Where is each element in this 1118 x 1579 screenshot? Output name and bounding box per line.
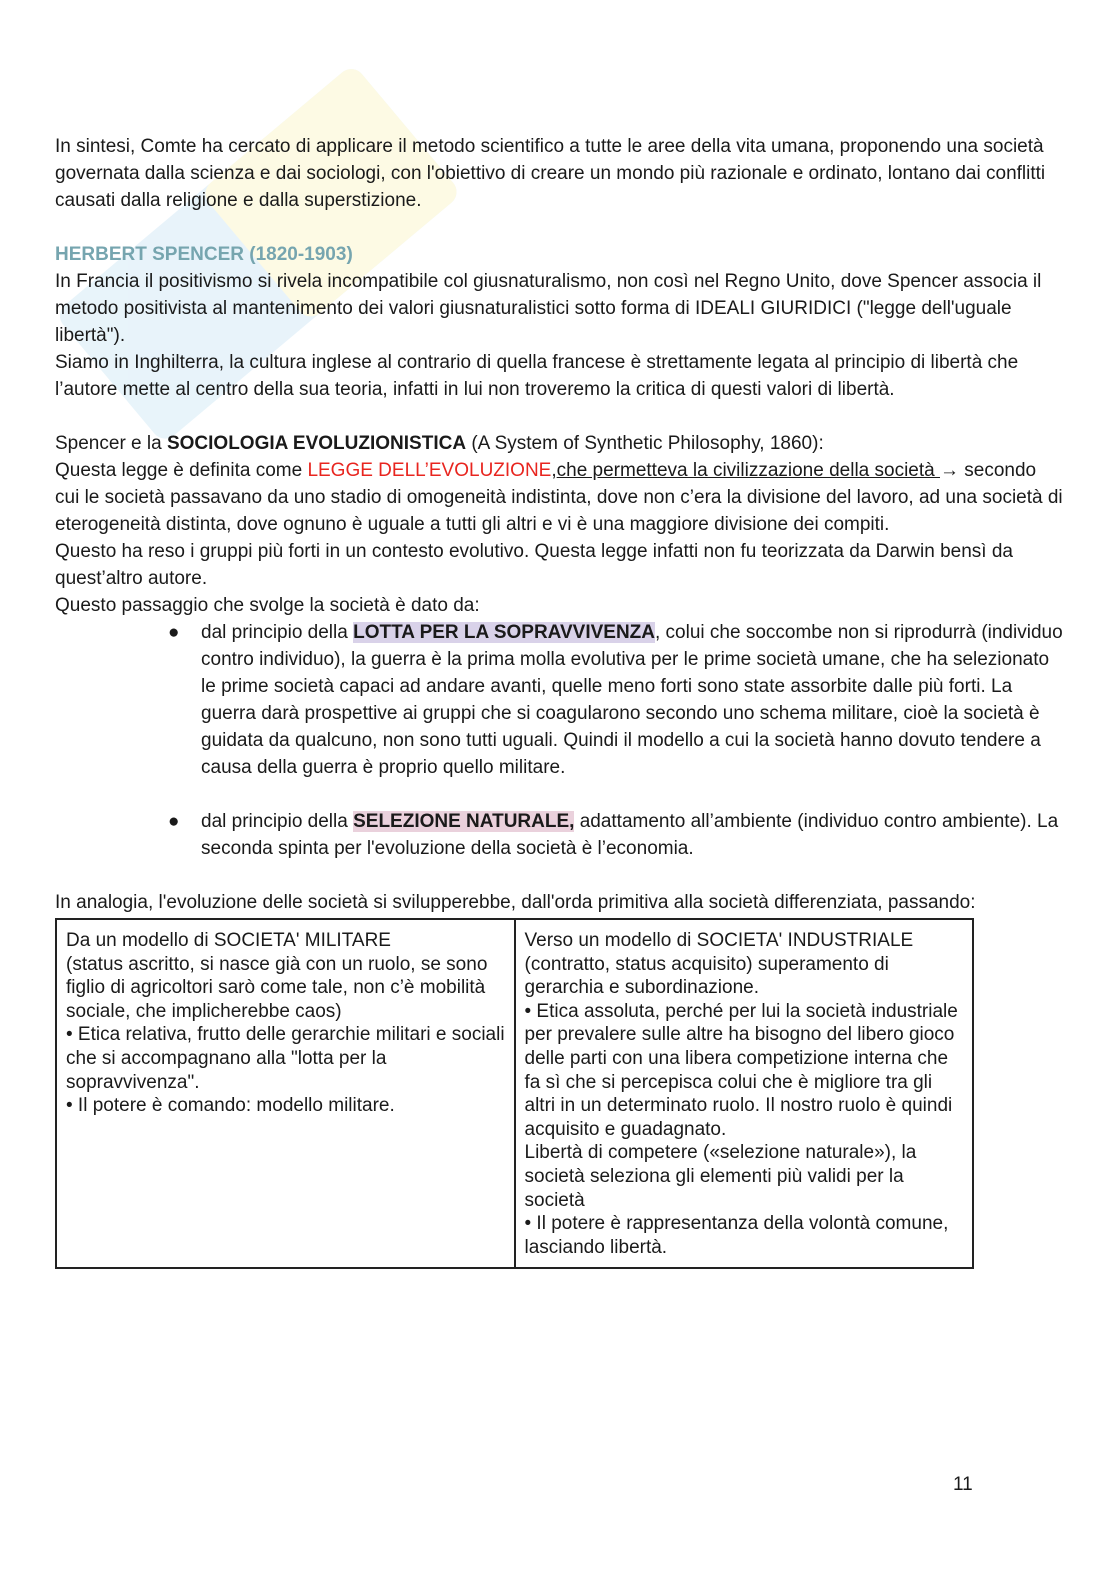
list-item: ● dal principio della SELEZIONE NATURALE, adattamento all’ambiente (individuo contro ambiente). La seconda spinta per l'evoluzione della società è l’economia. [168, 811, 1059, 859]
principles-list [55, 619, 1065, 862]
evolution-note: Questo ha reso i gruppi più forti in un contesto evolutivo. Questa legge infatti non fu teorizzata da Darwin bensì da quest’altro autore. [55, 541, 1013, 589]
comparison-table [55, 918, 974, 1269]
cell-text: Verso un modello di SOCIETA' INDUSTRIALE (contratto, status acquisito) superamento di gerarchia e subordinazione. • Etica assoluta, perché per lui la società industriale per prevalere sulle altre ha bisogno del libero gioco delle parti con una libera competizione interna che fa sì che si percepisca colui che è migliore tra gli altri in un determinato ruolo. Il nostro ruolo è quindi acquisito e guadagnato. Libertà di competere («selezione naturale»), la società seleziona gli elementi più validi per la società • Il potere è rappresentanza della volontà comune, lasciando libertà. [524, 930, 958, 1258]
cell-text: Da un modello di SOCIETA' MILITARE (status ascritto, si nasce già con un ruolo, se sono figlio di agricoltori sarò come tale, non c’è mobilità sociale, che implicherebbe caos) • Etica relativa, frutto delle gerarchie militari e sociali che si accompagnano alla "lotta per la sopravvivenza". • Il potere è comando: modello militare. [66, 930, 505, 1117]
evolution-title: Spencer e la SOCIOLOGIA EVOLUZIONISTICA (A System of Synthetic Philosophy, 1860): [55, 433, 824, 454]
table-cell-military [56, 919, 515, 1268]
evolution-law: Questa legge è definita come LEGGE DELL’EVOLUZIONE,che permetteva la civilizzazione della società → secondo cui le società passavano da uno stadio di omogeneità indistinta, dove non c’era la divisione del lavoro, ad una società di eterogeneità distinta, dove ognuno è uguale a tutti gli altri e vi è una maggiore divisione dei compiti. [55, 460, 1063, 535]
evolution-section [55, 430, 1065, 862]
page-number: 11 [953, 1474, 973, 1495]
paragraph-france: In Francia il positivismo si rivela incompatibile col giusnaturalismo, non così nel Regno Unito, dove Spencer associa il metodo positivista al mantenimento dei valori giusnaturalistici sotto forma di IDEALI GIURIDICI ("legge dell'uguale libertà"). [55, 271, 1042, 346]
paragraph-england: Siamo in Inghilterra, la cultura inglese al contrario di quella francese è strettamente legata al principio di libertà che l’autore mette al centro della sua teoria, infatti in lui non troveremo la critica di questi valori di libertà. [55, 352, 1019, 400]
table-cell-industrial [515, 919, 974, 1268]
intro-paragraph: In sintesi, Comte ha cercato di applicare il metodo scientifico a tutte le aree della vita umana, proponendo una società governata dalla scienza e dai sociologi, con l'obiettivo di creare un mondo più razionale e ordinato, lontano dai conflitti causati dalla religione e dalla superstizione. [55, 136, 1046, 211]
evolution-intro-list: Questo passaggio che svolge la società è dato da: [55, 595, 480, 616]
analogy-paragraph: In analogia, l'evoluzione delle società si svilupperebbe, dall'orda primitiva alla società differenziata, passando: [55, 892, 976, 913]
list-item: ● dal principio della LOTTA PER LA SOPRAVVIVENZA, colui che soccombe non si riprodurrà (individuo contro individuo), la guerra è la prima molla evolutiva per le prime società umane, che ha selezionato le prime società capaci ad andare avanti, quelle meno forti sono state assorbite dalle più forti. La guerra darà prospettive ai gruppi che si coagularono secondo uno schema militare, cioè la società è guidata da qualcuno, non sono tutti uguali. Quindi il modello a cui la società hanno dovuto tendere a causa della guerra è proprio quello militare. [168, 622, 1063, 778]
section-heading: HERBERT SPENCER (1820-1903) [55, 244, 353, 265]
